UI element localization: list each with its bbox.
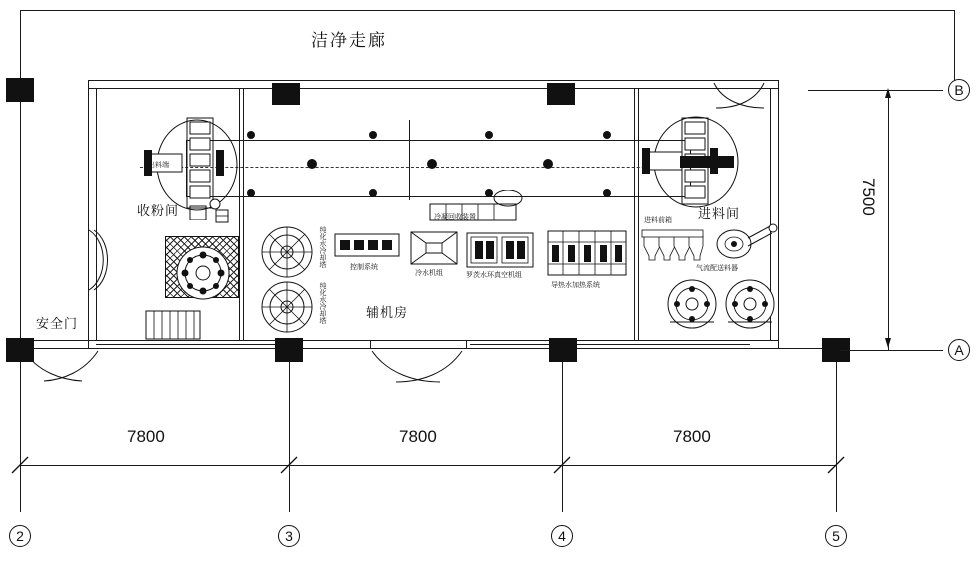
grid-bubble-5: [825, 525, 847, 547]
dimension-7800-left: 7800: [127, 427, 165, 446]
door-jamb-right-mid: [466, 340, 467, 349]
door-jamb-left-mid: [370, 340, 371, 349]
column-3-a: [275, 338, 303, 362]
dim-ticks-horizontal: [0, 455, 978, 477]
grid-bubble-4-label: 4: [558, 528, 566, 544]
wall-left-outer: [88, 80, 89, 348]
label-room-feed: 进料间: [698, 207, 741, 222]
equip-heating-system: [547, 230, 627, 276]
equip-chiller: [410, 231, 458, 265]
equip-control-system: [334, 233, 400, 261]
equip-circular-mixer: [172, 245, 234, 301]
grid-bubble-2: [9, 525, 31, 547]
grid-bubble-a: [948, 339, 970, 361]
equip-blower-1: [664, 278, 720, 332]
gridline-5: [836, 362, 837, 512]
wall-top-outer: [88, 80, 778, 81]
dimension-7800-right: 7800: [673, 427, 711, 446]
gridline-b: [808, 90, 943, 91]
label-roots-vacuum: 罗茨水环真空机组: [466, 271, 522, 279]
label-safety-door: 安全门: [36, 317, 79, 332]
gridline-2: [20, 362, 21, 512]
door-swing-left-wall: [88, 228, 114, 298]
wall-left-inner: [96, 88, 97, 340]
label-room-powder: 收粉间: [137, 204, 180, 219]
wall-right-outer: [778, 80, 779, 348]
grid-bubble-3: [278, 525, 300, 547]
grid-bubble-b: [948, 79, 970, 101]
equip-blower-2: [722, 278, 778, 332]
label-discharge-end: 出料端: [148, 161, 169, 169]
dryer-feed-head: [636, 112, 746, 212]
label-cooling-tower-2: 纯化水冷却塔: [319, 282, 327, 324]
label-chiller: 冷水机组: [415, 269, 443, 277]
label-room-auxiliary: 辅机房: [366, 306, 409, 321]
door-swing-bottom-middle: [370, 350, 466, 388]
outer-frame-right: [954, 10, 955, 88]
label-feed-end: 进料端: [700, 161, 721, 169]
label-heating-system: 导热水加热系统: [551, 281, 600, 289]
label-cooling-tower-1: 纯化水冷却塔: [319, 226, 327, 268]
dim-arrows-vertical: [880, 86, 900, 356]
wall-bottom-seg-2: [470, 344, 552, 345]
equip-stair-grating: [145, 310, 201, 340]
label-condenser-recovery: 冷凝回收装置: [434, 213, 476, 221]
grid-bubble-5-label: 5: [832, 528, 840, 544]
equip-roots-vacuum: [466, 232, 534, 268]
grid-bubble-b-label: B: [954, 82, 964, 98]
label-feed-hoppers: 进料前箱: [644, 216, 672, 224]
corridor-title: 洁净走廊: [311, 31, 387, 51]
column-2-b: [6, 78, 34, 102]
outer-frame-top: [20, 10, 955, 11]
door-jamb-bottom-middle: [370, 348, 466, 349]
door-swing-bottom-left: [22, 350, 102, 386]
wall-bottom-seg-3: [575, 344, 750, 345]
equip-cooling-tower-1: [258, 225, 316, 279]
column-3-b: [272, 83, 300, 105]
equip-discharge-detail: [206, 196, 230, 224]
dimension-7500: 7500: [859, 178, 878, 216]
label-airflow-feeder: 气流配送料器: [696, 264, 738, 272]
label-control-system: 控制系统: [350, 263, 378, 271]
grid-bubble-4: [551, 525, 573, 547]
equip-cooling-tower-2: [258, 280, 316, 334]
dimension-7800-middle: 7800: [399, 427, 437, 446]
wall-bottom-outer: [20, 340, 778, 341]
gridline-4: [562, 362, 563, 512]
wall-bottom-seg-1: [96, 344, 276, 345]
grid-bubble-3-label: 3: [285, 528, 293, 544]
wall-top-inner: [88, 88, 778, 89]
grid-bubble-2-label: 2: [16, 528, 24, 544]
column-4-b: [547, 83, 575, 105]
grid-bubble-a-label: A: [954, 342, 964, 358]
equip-airflow-feeder: [712, 222, 778, 264]
door-swing-top-right: [712, 82, 768, 112]
gridline-3: [289, 362, 290, 512]
equip-feed-hoppers: [640, 226, 704, 262]
column-4-a: [549, 338, 577, 362]
